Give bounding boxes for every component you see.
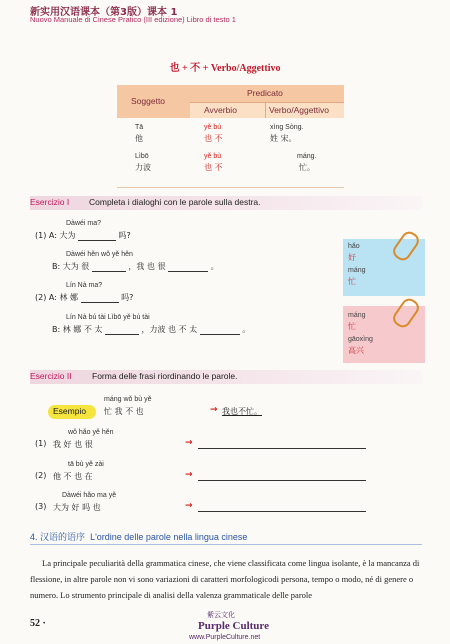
row2-verb-hanzi: 忙。 bbox=[299, 163, 315, 172]
row2-adverb-pinyin: yě bù bbox=[204, 153, 222, 160]
ex1-item2a bbox=[35, 292, 133, 303]
col-predicate-header: Predicato bbox=[247, 88, 283, 98]
col-verb-header: Verbo/Aggettivo bbox=[269, 105, 330, 115]
pattern-title: 也 + 不 + Verbo/Aggettivo bbox=[169, 63, 281, 74]
section4-rule bbox=[30, 544, 422, 545]
row2-verb-pinyin: máng. bbox=[297, 153, 317, 160]
ex1-item1a-pinyin: Dàwéi ma? bbox=[66, 220, 102, 227]
row1-adverb-pinyin: yě bú bbox=[204, 124, 222, 131]
note1-hanzi-1: 好 bbox=[348, 253, 356, 262]
ex2-item2-num: (2) bbox=[35, 471, 47, 480]
row1-verb-pinyin: xìng Sòng. bbox=[270, 124, 304, 131]
exercise1-label: Esercizio I bbox=[30, 197, 70, 207]
exercise2-label: Esercizio II bbox=[30, 371, 72, 381]
ex1-item1a-blank[interactable] bbox=[78, 231, 116, 241]
ex1-item2b-end: 。 bbox=[242, 325, 251, 334]
section4-title-zh: 汉语的语序 bbox=[40, 532, 86, 542]
row1-adverb-hanzi: 也 不 bbox=[204, 134, 223, 143]
ex2-item1-arrow-icon: → bbox=[185, 438, 193, 448]
example-label: Esempio bbox=[53, 406, 87, 416]
logo-zh: 紫云文化 bbox=[207, 611, 235, 619]
ex1-item1a bbox=[35, 230, 131, 241]
ex2-item2-arrow-icon: → bbox=[185, 470, 193, 480]
logo-url[interactable]: www.PurpleCulture.net bbox=[189, 634, 261, 641]
ex2-item3-num: (3) bbox=[35, 502, 47, 511]
grammar-table bbox=[117, 85, 344, 188]
ex1-item2b-mid: ，力波 也 不 太 bbox=[141, 325, 198, 334]
note2-pinyin-2: gāoxìng bbox=[348, 336, 373, 343]
vocab-note-1 bbox=[343, 239, 425, 296]
ex1-item1b-mid: ，我 也 很 bbox=[128, 262, 166, 271]
row1-subject-hanzi: 他 bbox=[135, 134, 143, 143]
example-answer: 我也不忙。 bbox=[222, 407, 262, 416]
row1-subject-pinyin: Tā bbox=[135, 124, 144, 131]
ex2-item1-pinyin: wǒ hǎo yě hěn bbox=[68, 429, 114, 436]
note1-hanzi-2: 忙 bbox=[348, 277, 356, 286]
ex1-item2b-num: B: bbox=[52, 325, 61, 334]
ex1-item1b-blank1[interactable] bbox=[92, 262, 126, 272]
ex1-item2a-end: 吗? bbox=[121, 293, 134, 302]
ex1-item1b-num: B: bbox=[52, 262, 61, 271]
page-number: 52 · bbox=[30, 618, 46, 629]
section4-number: 4. bbox=[30, 532, 38, 542]
ex2-item3-answer-line[interactable] bbox=[198, 511, 366, 512]
ex1-item2a-blank[interactable] bbox=[81, 293, 119, 303]
paperclip-icon bbox=[390, 296, 422, 331]
ex1-item2b-blank1[interactable] bbox=[105, 325, 139, 335]
ex2-item2-words: 他 不 也 在 bbox=[53, 472, 93, 481]
col-adverb-header: Avverbio bbox=[204, 105, 237, 115]
ex1-item1b-end: 。 bbox=[210, 262, 219, 271]
col-subject-header: Soggetto bbox=[131, 96, 166, 106]
ex2-item2-answer-line[interactable] bbox=[198, 480, 366, 481]
ex2-item3-words: 大为 好 吗 也 bbox=[53, 503, 101, 512]
section4-title-it: L'ordine delle parole nella lingua cinese bbox=[90, 532, 248, 542]
exercise2-instruction: Forma delle frasi riordinando le parole. bbox=[92, 371, 238, 381]
ex1-item1a-num: (1) A: bbox=[35, 231, 57, 240]
example-arrow-icon: → bbox=[210, 405, 218, 415]
ex1-item2b-pinyin: Lín Nà bú tài Lìbō yě bú tài bbox=[66, 314, 150, 321]
vocab-note-2 bbox=[343, 306, 425, 363]
ex1-item1a-end: 吗? bbox=[118, 231, 131, 240]
example-words: 忙 我 不 也 bbox=[104, 407, 144, 416]
section4-paragraph: La principale peculiarità della grammatica cinese, che viene classificata come lingua isolante, è la mancanza di flessione, in altre parole non vi sono variazioni di caratteri morfologicodi persona, tempo o modo, né di genere o numero. Lo strumento principale di analisi della valenza grammaticale delle parole bbox=[30, 558, 420, 600]
row2-adverb-hanzi: 也 不 bbox=[204, 163, 223, 172]
note2-pinyin-1: máng bbox=[348, 312, 366, 319]
ex1-item1b-pinyin: Dàwéi hěn wǒ yě hěn bbox=[66, 251, 133, 258]
ex2-item1-num: (1) bbox=[35, 439, 47, 448]
row2-subject-pinyin: Lìbō bbox=[135, 153, 149, 160]
note1-pinyin-1: hǎo bbox=[348, 243, 360, 250]
ex1-item2a-pinyin: Lín Nà ma? bbox=[66, 282, 103, 289]
ex2-item1-answer-line[interactable] bbox=[198, 448, 366, 449]
example-badge bbox=[48, 405, 96, 419]
ex1-item1b-blank2[interactable] bbox=[168, 262, 208, 272]
ex1-item2a-text: 林 娜 bbox=[59, 293, 78, 302]
ex2-item2-pinyin: tā bù yě zài bbox=[68, 461, 104, 468]
ex1-item2b-blank2[interactable] bbox=[200, 325, 240, 335]
section4-heading bbox=[30, 530, 247, 543]
ex1-item1b bbox=[52, 261, 219, 272]
ex1-item1b-text: 大为 很 bbox=[62, 262, 90, 271]
ex2-item3-pinyin: Dàwéi hǎo ma yě bbox=[62, 492, 117, 499]
note1-pinyin-2: máng bbox=[348, 267, 366, 274]
ex2-item1-words: 我 好 也 很 bbox=[53, 440, 93, 449]
ex1-item2a-num: (2) A: bbox=[35, 293, 57, 302]
ex1-item2b bbox=[52, 324, 250, 335]
row2-subject-hanzi: 力波 bbox=[135, 163, 151, 172]
note2-hanzi-1: 忙 bbox=[348, 322, 356, 331]
exercise1-instruction: Completa i dialoghi con le parole sulla destra. bbox=[89, 197, 261, 207]
note2-hanzi-2: 高兴 bbox=[348, 346, 364, 355]
row1-verb-hanzi: 姓 宋。 bbox=[270, 134, 297, 143]
ex1-item1a-text: 大为 bbox=[59, 231, 76, 240]
ex2-item3-arrow-icon: → bbox=[185, 501, 193, 511]
header-title-zh: 新实用汉语课本（第3版）课本 1 bbox=[30, 7, 178, 18]
example-pinyin: máng wǒ bù yě bbox=[104, 396, 152, 403]
logo-name: Purple Culture bbox=[198, 620, 269, 632]
ex1-item2b-text: 林 娜 不 太 bbox=[62, 325, 103, 334]
header-title-it: Nuovo Manuale di Cinese Pratico (III edizione) Libro di testo 1 bbox=[30, 15, 236, 24]
paperclip-icon bbox=[390, 229, 422, 264]
